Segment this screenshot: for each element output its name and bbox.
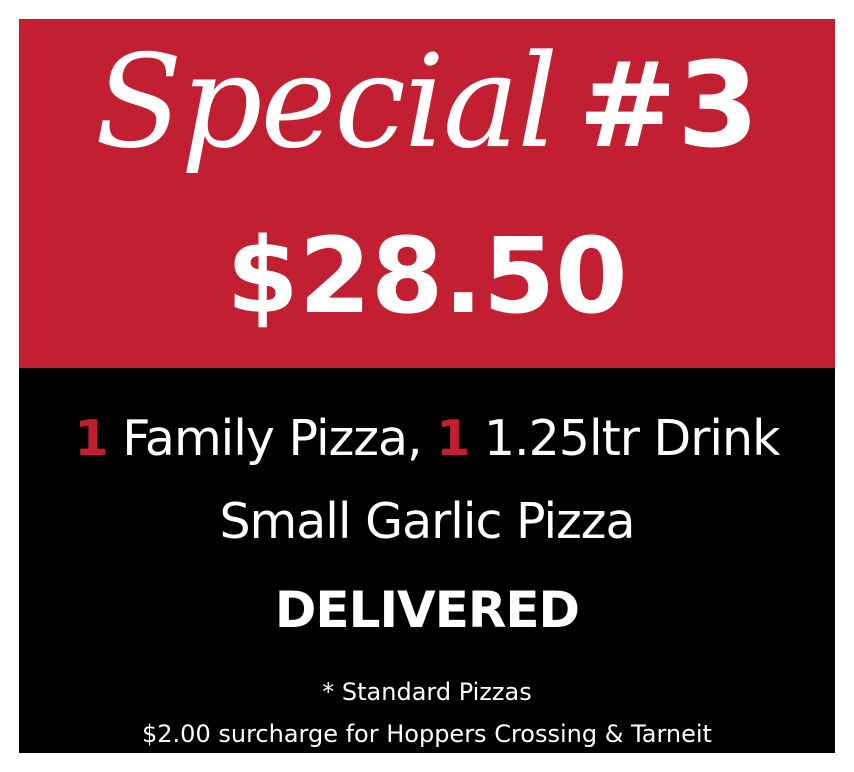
special-title-number: #3 [578, 36, 760, 174]
drink-quantity: 1 [436, 410, 470, 467]
special-title-word: Special [94, 28, 557, 177]
delivered-label: DELIVERED [274, 581, 580, 639]
pizza-quantity: 1 [74, 410, 108, 467]
header-panel [19, 19, 835, 368]
special-title [19, 28, 835, 177]
pizza-text: Family Pizza, [107, 410, 437, 467]
standard-pizzas-note: * Standard Pizzas [322, 678, 532, 706]
special-offer-card [19, 19, 835, 753]
offer-line-garlic-pizza: Small Garlic Pizza [219, 493, 635, 550]
special-price: $28.50 [226, 215, 628, 337]
surcharge-note: $2.00 surcharge for Hoppers Crossing & Tarneit [142, 720, 712, 748]
drink-text: 1.25ltr Drink [469, 410, 780, 467]
offer-line-pizza-drink [19, 410, 835, 467]
